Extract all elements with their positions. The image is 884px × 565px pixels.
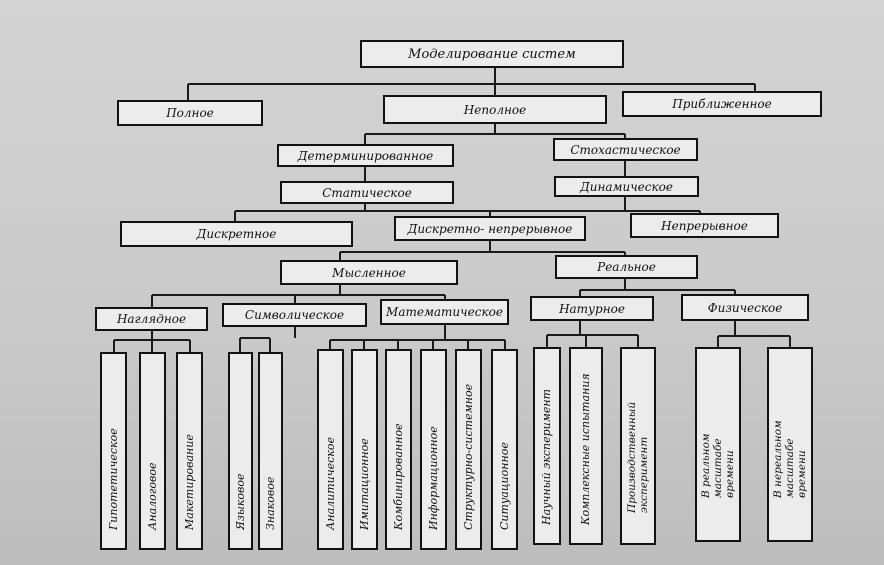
leaf-label: Производственный эксперимент: [626, 401, 650, 513]
leaf-label: Аналоговое: [145, 462, 159, 530]
node-nepreryvnoe: Непрерывное: [630, 213, 779, 238]
leaf-label: В нереальном масштабе времени: [772, 420, 808, 498]
leaf-label: Языковое: [233, 473, 247, 530]
leaf-yazykovoe: [228, 352, 253, 550]
node-dinamicheskoe: Динамическое: [554, 176, 699, 197]
leaf-kombinirovannoe: [385, 349, 412, 550]
node-diskretnoe: Дискретное: [120, 221, 353, 247]
leaf-label: Знаковое: [263, 476, 277, 530]
leaf-strukturno-sistemnoe: [455, 349, 482, 550]
leaf-label: Имитационное: [357, 438, 371, 530]
node-myslennoe: Мысленное: [280, 260, 458, 285]
leaf-label: Структурно-системное: [461, 383, 475, 530]
leaf-label: Макетирование: [182, 434, 196, 530]
node-nepolnoe: Неполное: [383, 95, 607, 124]
leaf-label: Информационное: [426, 426, 440, 530]
leaf-situatsionnoe: [491, 349, 518, 550]
node-diskretno-nepreryvnoe: Дискретно- непрерывное: [394, 216, 586, 241]
node-matematicheskoe: Математическое: [380, 299, 509, 325]
leaf-analogovoe: [139, 352, 166, 550]
leaf-label: Комплексные испытания: [579, 373, 592, 525]
node-staticheskoe: Статическое: [280, 181, 454, 204]
leaf-informatsionnoe: [420, 349, 447, 550]
node-polnoe: Полное: [117, 100, 263, 126]
node-stohasticheskoe: Стохастическое: [553, 138, 698, 161]
leaf-label: Комбинированное: [391, 423, 405, 530]
leaf-nauchnyy-eksperiment: [533, 347, 561, 545]
leaf-analiticheskoe: [317, 349, 344, 550]
node-priblizhennoe: Приближенное: [622, 91, 822, 117]
node-naglyadnoe: Наглядное: [95, 307, 208, 331]
leaf-label: Гипотетическое: [106, 428, 120, 530]
leaf-kompleksnye-ispytaniya: [569, 347, 603, 545]
leaf-label: В реальном масштабе времени: [700, 433, 736, 498]
leaf-v-nerealnom-masshtabe: [767, 347, 813, 542]
leaf-label: Аналитическое: [323, 437, 337, 530]
leaf-maketirovanie: [176, 352, 203, 550]
node-fizicheskoe: Физическое: [681, 294, 809, 321]
leaf-v-realnom-masshtabe: [695, 347, 741, 542]
leaf-label: Научный эксперимент: [540, 388, 553, 525]
leaf-znakovoe: [258, 352, 283, 550]
leaf-proizvodstvennyy-eksperiment: [620, 347, 656, 545]
node-naturnoe: Натурное: [530, 296, 654, 321]
node-realnoe: Реальное: [555, 255, 698, 279]
node-simvolicheskoe: Символическое: [222, 303, 367, 327]
node-determinirovannoe: Детерминированное: [277, 144, 454, 167]
leaf-label: Ситуационное: [497, 442, 511, 530]
node-root: Моделирование систем: [360, 40, 624, 68]
leaf-imitatsionnoe: [351, 349, 378, 550]
leaf-gipoteticheskoe: [100, 352, 127, 550]
